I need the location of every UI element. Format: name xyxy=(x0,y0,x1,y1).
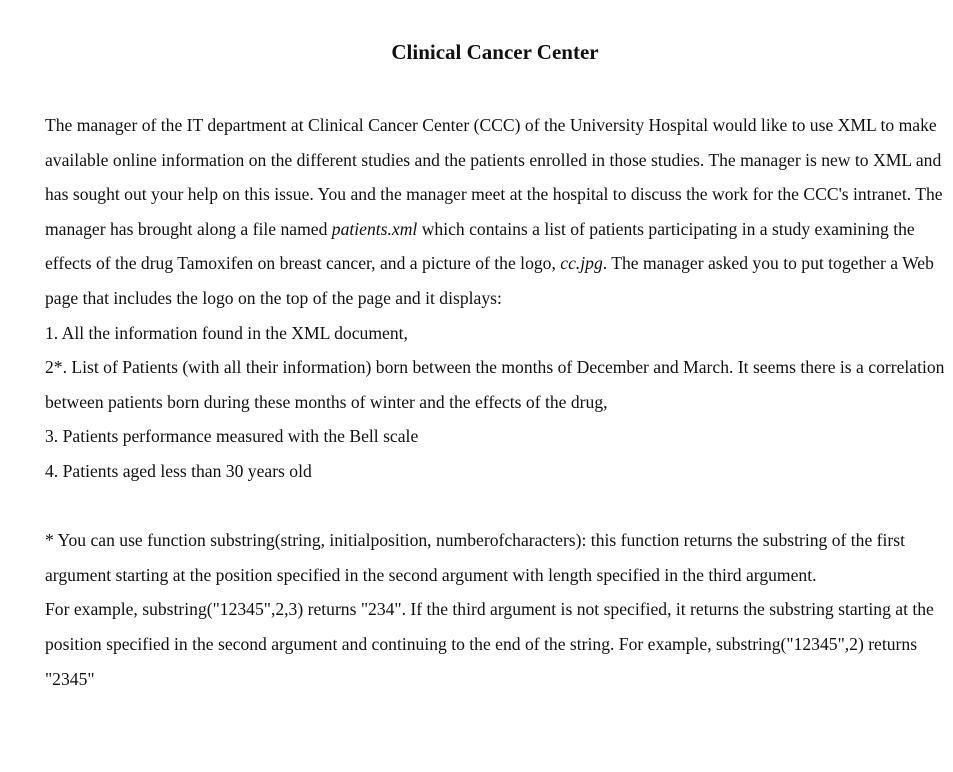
intro-text-part3: . The manager asked you to put together a Web page that includes the logo on the top of the page and it displays: xyxy=(45,253,934,308)
example-paragraph: For example, substring("12345",2,3) returns "234". If the third argument is not specified, it returns the substring starting at the position specified in the second argument and continuing to the end of the string. For example, substring("12345",2) returns "2345" xyxy=(45,599,934,689)
footnote-paragraph: * You can use function substring(string, initialposition, numberofcharacters): this function returns the substring of the first argument starting at the position specified in the second argument with length specified in the third argument. xyxy=(45,530,905,585)
page-title: Clinical Cancer Center xyxy=(391,40,599,64)
intro-text-part1: The manager of the IT department at Clinical Cancer Center (CCC) of the University Hospital would like to use XML to make available online information on the different studies and the patients enrolled in those studies. The manager is new to XML and has sought out your help on this issue. You and the manager meet at the hospital to discuss the work for the CCC's intranet. The manager has brought along a file named xyxy=(45,115,943,239)
list-item: 2*. List of Patients (with all their information) born between the months of December and March. It seems there is a correlation between patients born during these months of winter and the effects of the drug, xyxy=(45,357,945,412)
list-item: 4. Patients aged less than 30 years old xyxy=(45,460,312,481)
file-name-logo-jpg: cc.jpg xyxy=(560,253,603,274)
document-body xyxy=(45,108,945,696)
list-item: 1. All the information found in the XML document, xyxy=(45,322,408,343)
paragraph-spacer xyxy=(45,489,945,524)
intro-paragraph xyxy=(45,108,945,316)
intro-text-part2: which contains a list of patients participating in a study examining the effects of the drug Tamoxifen on breast cancer, and a picture of the logo, xyxy=(45,218,915,274)
file-name-patients-xml: patients.xml xyxy=(331,218,418,239)
list-item: 3. Patients performance measured with the Bell scale xyxy=(45,426,419,447)
